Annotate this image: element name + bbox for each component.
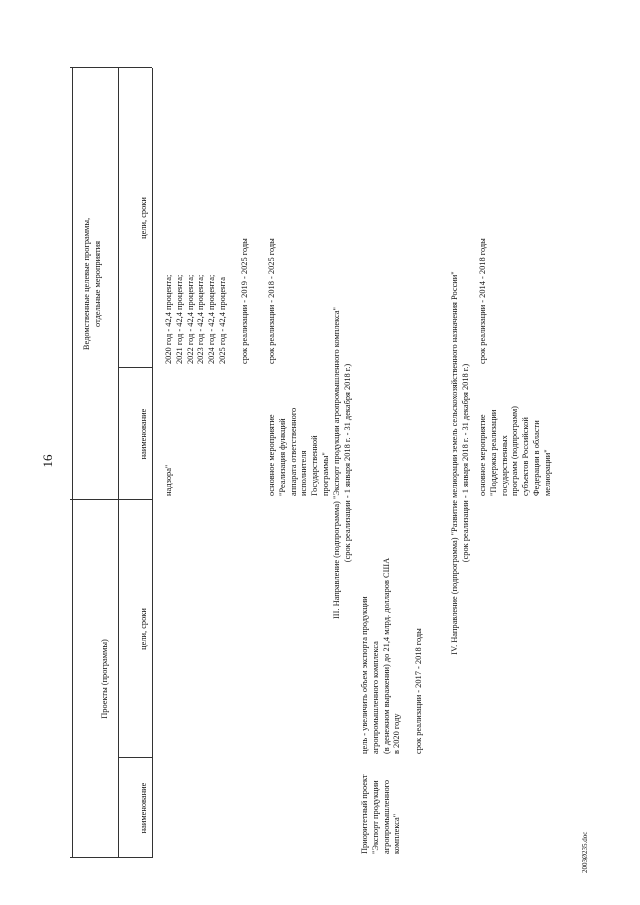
cell-line: исполнителя <box>299 450 309 496</box>
cell-line: мелиорации" <box>542 449 552 496</box>
cell-line: 2025 год - 42,4 процента <box>217 276 227 364</box>
section-3-heading <box>332 68 354 858</box>
section-4-title: IV. Направление (подпрограмма) "Развитие мелиорации земель сельскохозяйственного назначения России" <box>450 271 459 655</box>
cell-line: субъектов Российской <box>521 417 531 496</box>
row-0-programs-name <box>164 465 175 496</box>
header-bottom-rule <box>152 68 153 858</box>
cell-line: государственных <box>499 435 509 496</box>
row-1-programs-name <box>267 408 332 496</box>
group-header-rule <box>118 68 119 858</box>
cell-line: Приоритетный проект <box>360 774 369 854</box>
header-programs-line-2: отдельные мероприятия <box>92 241 102 327</box>
cell-line: срок реализации - 2018 - 2025 годы <box>267 238 276 364</box>
cell-line: "Поддержка реализации <box>488 409 498 496</box>
section-4-programs-name <box>478 406 554 496</box>
cell-line: срок реализации - 2017 - 2018 годы <box>413 628 423 754</box>
cell-line: Государственной <box>310 435 320 496</box>
cell-line: 2023 год - 42,4 процента; <box>196 274 206 364</box>
cell-line: программы" <box>320 452 330 496</box>
cell-line: 2021 год - 42,4 процента; <box>174 274 184 364</box>
cell-line: 2020 год - 42,4 процента; <box>164 274 173 364</box>
cell-line: в 2020 году <box>392 713 402 754</box>
section-4-period: (срок реализации - 1 января 2018 г. - 31 декабря 2018 г.) <box>460 363 470 563</box>
header-programs-group <box>82 68 104 500</box>
page-number: 16 <box>40 454 55 468</box>
section-3-projects-name <box>360 774 403 854</box>
header-projects-group: Проекты (программы) <box>100 639 109 719</box>
cell-line: основное мероприятие <box>478 414 487 496</box>
cell-line <box>229 238 240 364</box>
cell-line: надзора" <box>164 464 173 496</box>
cell-line: аппарата ответственного <box>288 407 298 496</box>
section-3-period: (срок реализации - 1 января 2018 г. - 31 декабря 2018 г.) <box>342 363 352 563</box>
header-programs-name: наименование <box>139 408 148 460</box>
cell-line: 2024 год - 42,4 процента; <box>207 274 217 364</box>
cell-line <box>403 558 414 754</box>
cell-line: агропромышленного <box>381 779 391 854</box>
cell-line: срок реализации - 2019 - 2025 годы <box>239 238 249 364</box>
cell-line: "Экспорт продукции <box>370 780 380 854</box>
header-projects-goals: цели, сроки <box>139 608 148 650</box>
header-programs-goals: цели, сроки <box>139 197 148 239</box>
document-code: 2003Ø235.doc <box>581 831 589 873</box>
cell-line: Федерации в области <box>531 420 541 496</box>
cell-line: цель - увеличить объем экспорта продукции <box>360 596 369 754</box>
section-3-title: III. Направление (подпрограмма) "Экспорт продукции агропромышленного комплекса" <box>332 307 341 619</box>
section-4-heading <box>450 68 472 858</box>
section-3-projects-goals <box>360 558 425 754</box>
header-programs-line-1: Ведомственные целевые программы, <box>82 217 91 351</box>
cell-line: 2022 год - 42,4 процента; <box>185 274 195 364</box>
table-top-rule <box>72 68 73 858</box>
cell-line: основное мероприятие <box>267 414 276 496</box>
cell-line: комплекса" <box>392 813 402 854</box>
cell-line: программ (подпрограмм) <box>510 406 520 496</box>
cell-line: агропромышленного комплекса <box>370 641 380 754</box>
cell-line: (в денежном выражении) до 21,4 млрд. долларов США <box>381 557 391 754</box>
cell-line: срок реализации - 2014 - 2018 годы <box>478 238 487 364</box>
header-projects-name: наименование <box>139 782 148 834</box>
section-4-programs-goals <box>478 238 489 364</box>
cell-line: "Реализация функций <box>277 418 287 496</box>
rotated-table-page <box>70 68 620 858</box>
row-0-programs-goals <box>164 238 250 364</box>
row-1-programs-goals <box>267 238 278 364</box>
